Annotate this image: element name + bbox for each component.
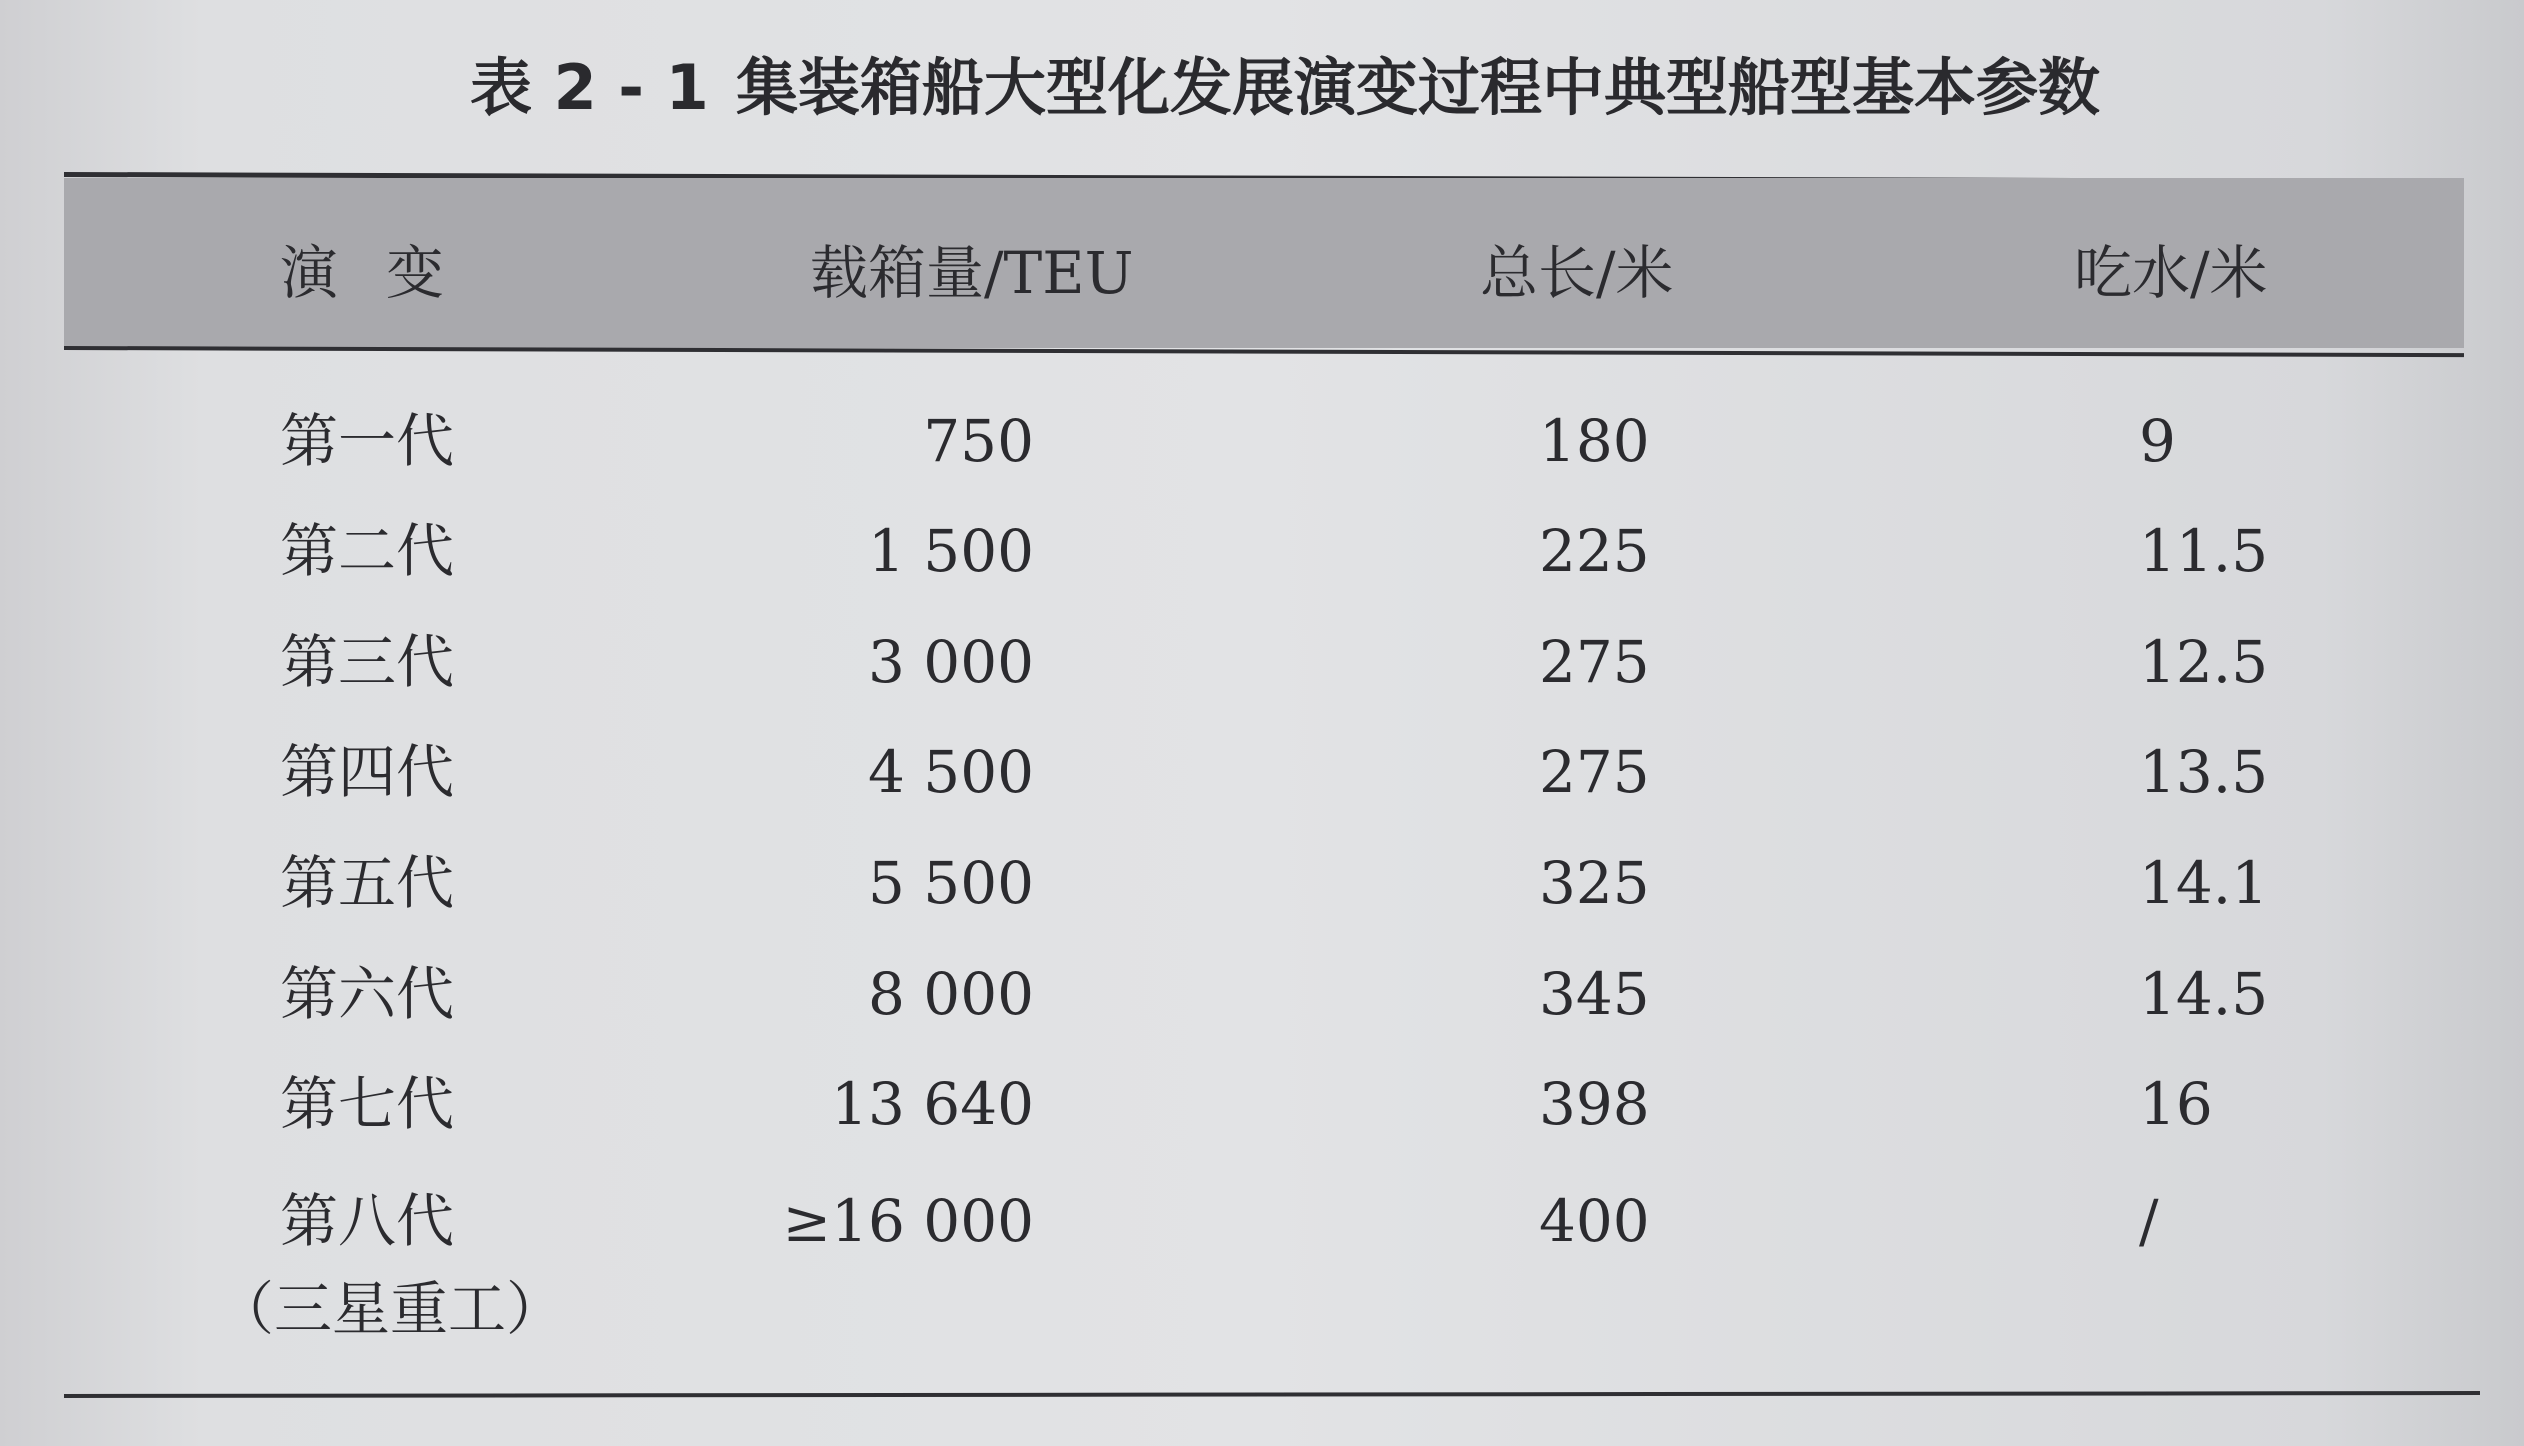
- cell-generation: 第六代: [280, 960, 455, 1028]
- cell-draft: /: [2139, 1187, 2159, 1255]
- table-title: 集装箱船大型化发展演变过程中典型船型基本参数: [736, 51, 2101, 124]
- cell-draft: 14.1: [2139, 849, 2269, 917]
- cell-draft: 12.5: [2139, 628, 2269, 696]
- cell-length: 180: [1539, 407, 1650, 475]
- cell-teu: 13 640: [831, 1070, 1034, 1138]
- cell-teu: ≥16 000: [782, 1187, 1034, 1255]
- cell-generation: 第二代: [280, 517, 455, 585]
- header-teu: 载箱量/TEU: [810, 239, 1134, 307]
- cell-generation: 第一代: [280, 407, 455, 475]
- cell-draft: 11.5: [2139, 517, 2269, 585]
- cell-teu: 5 500: [867, 849, 1034, 917]
- header-evolution: 演变: [280, 239, 493, 307]
- table-caption: [0, 38, 2524, 128]
- header-draft: 吃水/米: [2074, 239, 2268, 307]
- cell-teu: 4 500: [867, 738, 1034, 806]
- cell-length: 345: [1539, 960, 1650, 1028]
- cell-teu: 750: [923, 407, 1034, 475]
- cell-generation: 第八代: [280, 1187, 455, 1255]
- cell-draft: 16: [2139, 1070, 2213, 1138]
- cell-length: 398: [1539, 1070, 1650, 1138]
- cell-generation: 第三代: [280, 628, 455, 696]
- cell-teu: 3 000: [867, 628, 1034, 696]
- cell-length: 400: [1539, 1187, 1650, 1255]
- table-bottom-rule: [64, 1391, 2480, 1398]
- table-number: 表 2 - 1: [470, 51, 709, 124]
- table-header-row: [64, 178, 2464, 348]
- cell-teu: 8 000: [867, 960, 1034, 1028]
- header-length: 总长/米: [1480, 239, 1674, 307]
- cell-draft: 14.5: [2139, 960, 2269, 1028]
- cell-length: 325: [1539, 849, 1650, 917]
- cell-teu: 1 500: [867, 517, 1034, 585]
- cell-length: 275: [1539, 738, 1650, 806]
- cell-draft: 9: [2139, 407, 2176, 475]
- cell-generation-note: （三星重工）: [216, 1275, 565, 1343]
- cell-generation: 第四代: [280, 738, 455, 806]
- cell-length: 275: [1539, 628, 1650, 696]
- data-table: [64, 172, 2464, 1404]
- cell-generation: 第七代: [280, 1070, 455, 1138]
- cell-draft: 13.5: [2139, 738, 2269, 806]
- cell-generation: 第五代: [280, 849, 455, 917]
- cell-length: 225: [1539, 517, 1650, 585]
